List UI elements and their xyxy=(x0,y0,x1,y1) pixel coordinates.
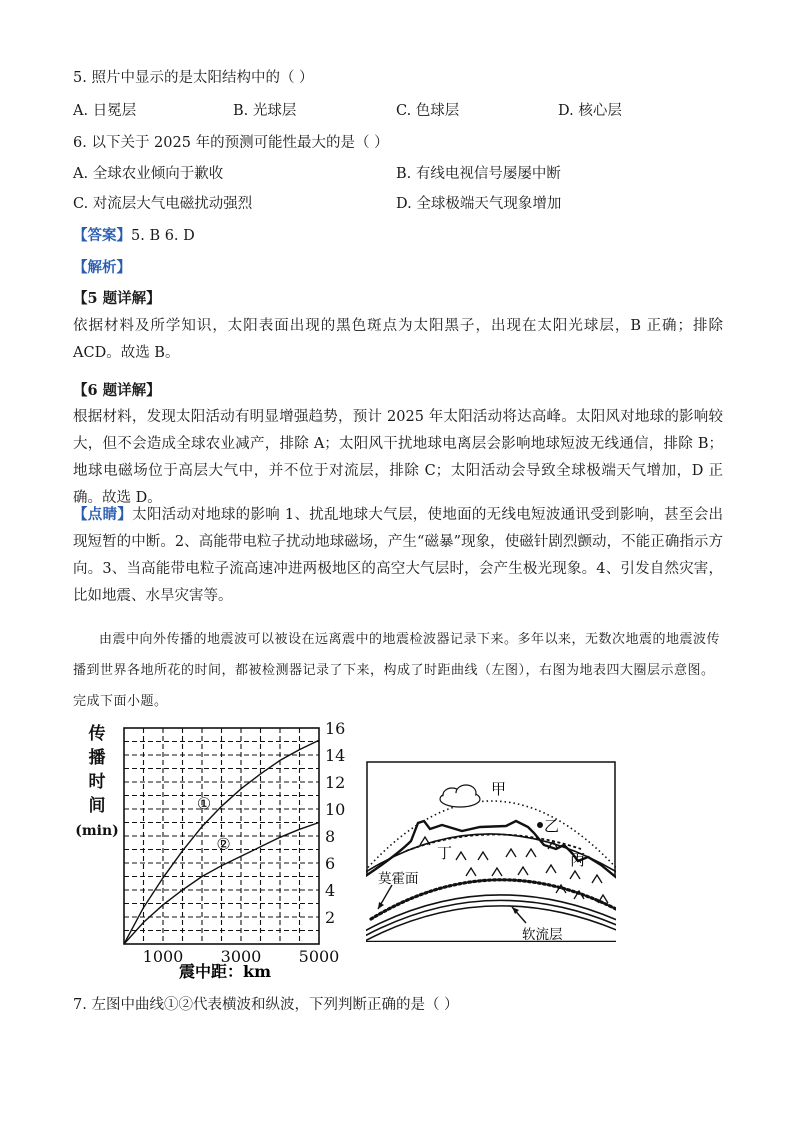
label-jia: 甲 xyxy=(491,780,507,798)
chart-ticks xyxy=(143,719,346,966)
label-moho: 莫霍面 xyxy=(378,871,419,887)
q5-detail-tag: 【5 题详解】 xyxy=(73,290,161,307)
label-bing: 丙 xyxy=(570,851,586,869)
y-tick-label: 2 xyxy=(325,908,336,927)
analysis-tag: 【解析】 xyxy=(73,259,131,276)
label-asthenosphere: 软流层 xyxy=(522,927,563,943)
y-axis-label xyxy=(75,723,119,839)
y-axis-label-line: 时 xyxy=(88,772,106,792)
x-tick-label: 5000 xyxy=(298,947,340,966)
q6-option-c: C. 对流层大气电磁扰动强烈 xyxy=(73,196,253,212)
q6-option-d: D. 全球极端天气现象增加 xyxy=(396,196,562,212)
x-axis-label: 震中距：km xyxy=(178,962,272,981)
y-axis-label-line: 间 xyxy=(88,796,106,816)
earth-spheres-diagram xyxy=(366,761,618,946)
q6-option-b: B. 有线电视信号屡屡中断 xyxy=(396,166,561,182)
q5-stem: 5. 照片中显示的是太阳结构中的（ ） xyxy=(73,70,314,86)
q6-detail-text: 根据材料，发现太阳活动有明显增强趋势，预计 2025 年太阳活动将达高峰。太阳风对地球的影响较大，但不会造成全球农业减产，排除 A；太阳风干扰地球电离层会影响地球短波无线通信，排除 B；地球电磁场位于高层大气中，并不位于对流层，排除 C；太阳活动会导致全球极端天气增加，D 正确。故选 D。 xyxy=(73,409,723,506)
y-tick-label: 6 xyxy=(325,854,336,873)
answer-line xyxy=(73,224,195,245)
answer-tag: 【答案】 xyxy=(73,227,131,244)
q6-stem: 6. 以下关于 2025 年的预测可能性最大的是（ ） xyxy=(73,135,389,151)
y-axis-label-line: 传 xyxy=(88,724,106,744)
q6-detail-tag: 【6 题详解】 xyxy=(73,382,161,399)
q5-detail-text: 依据材料及所学知识，太阳表面出现的黑色斑点为太阳黑子，出现在太阳光球层，B 正确；排除 ACD。故选 B。 xyxy=(73,318,723,361)
q7-stem: 7. 左图中曲线①②代表横波和纵波，下列判断正确的是（ ） xyxy=(73,997,459,1013)
y-tick-label: 12 xyxy=(325,773,346,792)
series-label: ② xyxy=(216,834,231,854)
y-tick-label: 10 xyxy=(325,800,346,819)
time-distance-chart xyxy=(70,715,360,985)
q5-option-d: D. 核心层 xyxy=(558,103,622,119)
q5-option-a: A. 日冕层 xyxy=(73,103,137,119)
q6-option-a: A. 全球农业倾向于歉收 xyxy=(73,166,224,182)
y-axis-label-line: 播 xyxy=(88,748,106,768)
y-axis-label-line: (min) xyxy=(75,823,119,839)
point-yi xyxy=(537,822,543,828)
tip-tag: 【点睛】 xyxy=(73,506,133,523)
label-yi: 乙 xyxy=(544,817,560,835)
series-label: ① xyxy=(196,794,212,813)
y-tick-label: 8 xyxy=(325,827,336,846)
label-ding: 丁 xyxy=(437,844,453,862)
x-tick-label: 3000 xyxy=(220,947,262,966)
tip-text: 太阳活动对地球的影响 1、扰乱地球大气层，使地面的无线电短波通讯受到影响，甚至会出现短暂的中断。2、高能带电粒子扰动地球磁场，产生“磁暴”现象，使磁针剧烈颤动，不能正确指示方向。3、当高能带电粒子流高速冲进两极地区的高空大气层时，会产生极光现象。4、引发自然灾害，比如地震、水旱灾害等。 xyxy=(73,507,723,604)
answer-text: 5. B 6. D xyxy=(131,228,195,244)
y-tick-label: 4 xyxy=(325,881,336,900)
y-tick-label: 16 xyxy=(325,719,346,738)
intro-paragraph: 由震中向外传播的地震波可以被设在远离震中的地震检波器记录下来。多年以来，无数次地震的地震波传播到世界各地所花的时间，都被检测器记录了下来，构成了时距曲线（左图），右图为地表四大圈层示意图。完成下面小题。 xyxy=(73,632,721,709)
y-tick-label: 14 xyxy=(325,746,346,765)
x-tick-label: 1000 xyxy=(142,947,184,966)
tip-paragraph xyxy=(73,501,723,610)
q5-option-b: B. 光球层 xyxy=(233,103,297,119)
q5-option-c: C. 色球层 xyxy=(396,103,460,119)
